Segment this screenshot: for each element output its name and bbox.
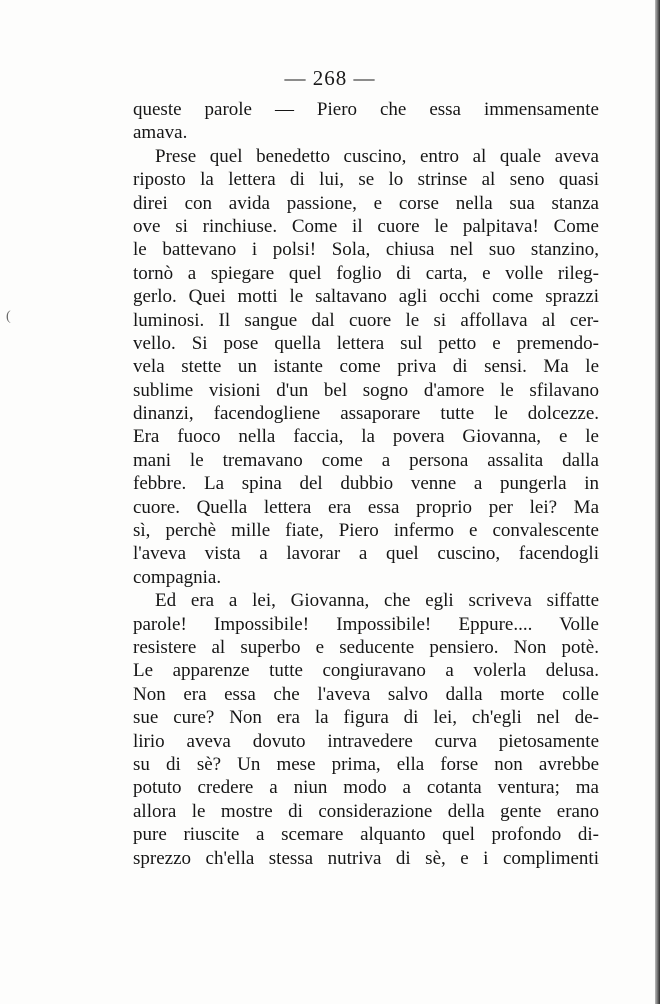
- text-line: Non era essa che l'aveva salvo dalla morte colle: [133, 683, 599, 705]
- text-line: vela stette un istante come priva di sensi. Ma le: [133, 356, 599, 378]
- text-line: le battevano i polsi! Sola, chiusa nel suo stanzino,: [133, 239, 599, 261]
- text-line: sprezzo ch'ella stessa nutriva di sè, e i complimenti: [133, 847, 599, 869]
- text-line: Era fuoco nella faccia, la povera Giovanna, e le: [133, 426, 599, 448]
- text-line: tornò a spiegare quel foglio di carta, e volle rileg-: [133, 262, 599, 284]
- text-line: su di sè? Un mese prima, ella forse non avrebbe: [133, 753, 599, 775]
- text-line: compagnia.: [133, 566, 222, 588]
- text-line: dinanzi, facendogliene assaporare tutte le dolcezze.: [133, 403, 599, 425]
- text-line: potuto credere a niun modo a cotanta ventura; ma: [133, 777, 599, 799]
- page-number: — 268 —: [284, 66, 376, 90]
- text-line: vello. Si pose quella lettera sul petto e premendo-: [133, 332, 599, 354]
- text-line: direi con avida passione, e corse nella sua stanza: [133, 192, 599, 214]
- text-line: riposto la lettera di lui, se lo strinse al seno quasi: [133, 169, 599, 191]
- text-line: l'aveva vista a lavorar a quel cuscino, facendogli: [133, 543, 599, 565]
- text-line: resistere al superbo e seducente pensiero. Non potè.: [133, 636, 599, 658]
- page-edge-shadow: [655, 0, 660, 1004]
- text-line: Le apparenze tutte congiuravano a volerla delusa.: [133, 660, 599, 682]
- text-line: luminosi. Il sangue dal cuore le si affollava al cer-: [133, 309, 599, 331]
- text-line: sue cure? Non era la figura di lei, ch'egli nel de-: [133, 707, 599, 729]
- text-line: allora le mostre di considerazione della gente erano: [133, 800, 599, 822]
- text-line: amava.: [133, 122, 188, 144]
- text-line: sublime visioni d'un bel sogno d'amore le sfilavano: [133, 379, 599, 401]
- text-line: Ed era a lei, Giovanna, che egli scriveva siffatte: [155, 590, 599, 612]
- text-line: queste parole — Piero che essa immensamente: [133, 99, 599, 120]
- text-line: mani le tremavano come a persona assalita dalla: [133, 449, 599, 471]
- body-text: [133, 98, 599, 870]
- text-line: pure riuscite a scemare alquanto quel profondo di-: [133, 824, 599, 846]
- text-line: ove si rinchiuse. Come il cuore le palpitava! Come: [133, 215, 599, 237]
- text-line: Prese quel benedetto cuscino, entro al quale aveva: [155, 145, 599, 167]
- text-line: parole! Impossibile! Impossibile! Eppure.... Volle: [133, 613, 599, 635]
- text-line: cuore. Quella lettera era essa proprio per lei? Ma: [133, 496, 599, 518]
- text-line: gerlo. Quei motti le saltavano agli occhi come sprazzi: [133, 286, 599, 308]
- text-line: febbre. La spina del dubbio venne a pungerla in: [133, 473, 599, 495]
- margin-mark: (: [6, 309, 11, 324]
- text-line: sì, perchè mille fiate, Piero infermo e convalescente: [133, 520, 599, 542]
- text-line: lirio aveva dovuto intravedere curva pietosamente: [133, 730, 599, 752]
